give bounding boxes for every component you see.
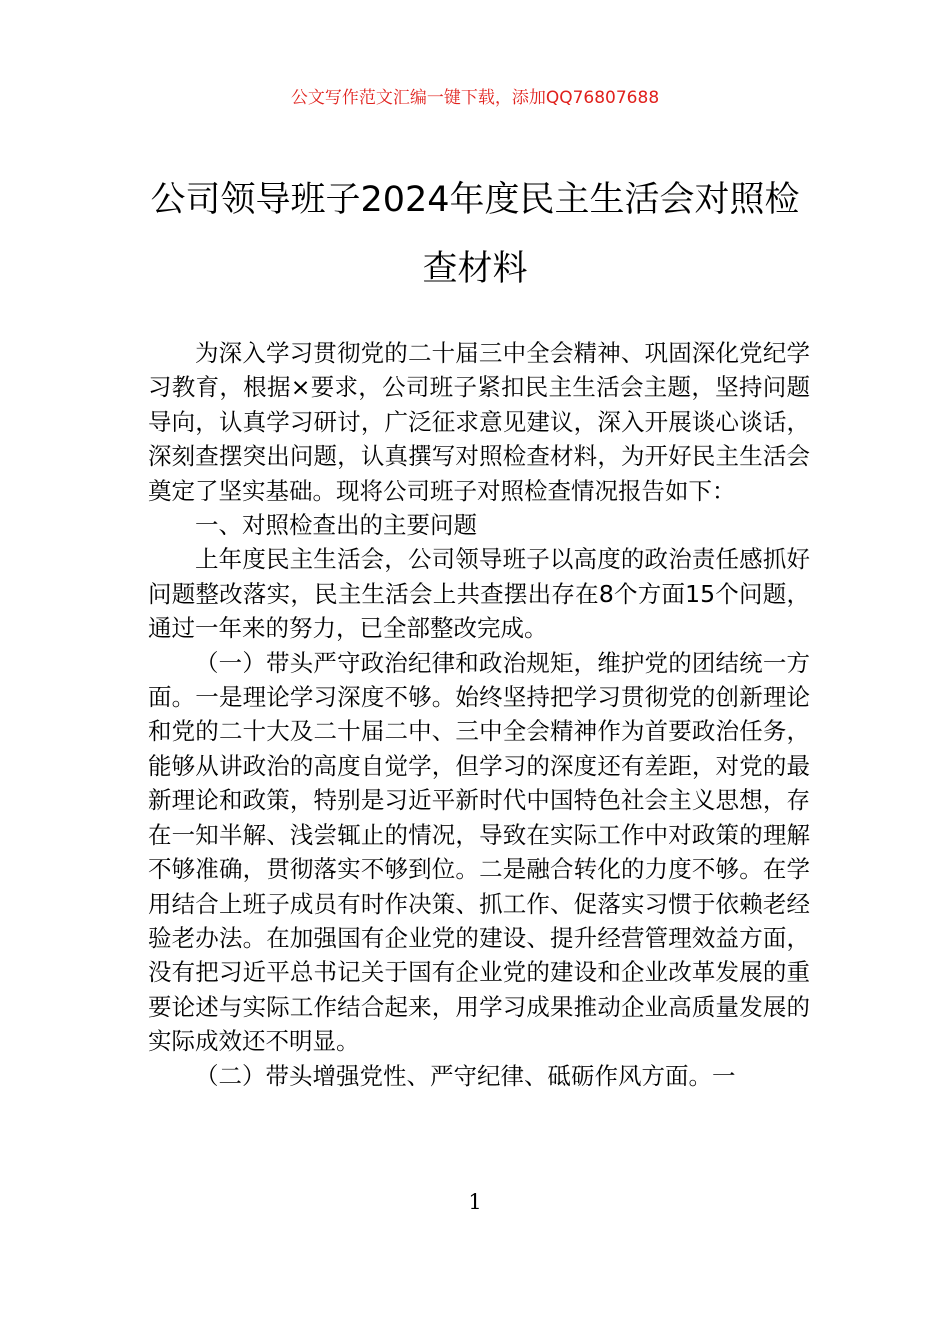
- paragraph-item-1: （一）带头严守政治纪律和政治规矩，维护党的团结统一方面。一是理论学习深度不够。始终坚持把学习贯彻党的创新理论和党的二十大及二十届二中、三中全会精神作为首要政治任务，能够从讲政治的高度自觉学，但学习的深度还有差距，对党的最新理论和政策，特别是习近平新时代中国特色社会主义思想，存在一知半解、浅尝辄止的情况，导致在实际工作中对政策的理解不够准确，贯彻落实不够到位。二是融合转化的力度不够。在学用结合上班子成员有时作决策、抓工作、促落实习惯于依赖老经验老办法。在加强国有企业党的建设、提升经营管理效益方面，没有把习近平总书记关于国有企业党的建设和企业改革发展的重要论述与实际工作结合起来，用学习成果推动企业高质量发展的实际成效还不明显。: [148, 648, 810, 1056]
- document-title: [130, 166, 820, 304]
- document-title-line-1: 公司领导班子2024年度民主生活会对照检: [150, 180, 800, 220]
- section-heading: 一、对照检查出的主要问题: [195, 511, 477, 540]
- header-note: 公文写作范文汇编一键下载，添加QQ76807688: [290, 88, 660, 108]
- document-title-line-2: 查材料: [422, 249, 528, 289]
- paragraph-item-2: （二）带头增强党性、严守纪律、砥砺作风方面。一: [195, 1061, 736, 1090]
- paragraph-intro: 为深入学习贯彻党的二十届三中全会精神、巩固深化党纪学习教育，根据×要求，公司班子紧扣民主生活会主题，坚持问题导向，认真学习研讨，广泛征求意见建议，深入开展谈心谈话，深刻查摆突出问题，认真撰写对照检查材料，为开好民主生活会奠定了坚实基础。现将公司班子对照检查情况报告如下：: [148, 339, 810, 505]
- page-number: 1: [468, 1190, 482, 1214]
- document-body: [148, 336, 810, 1093]
- paragraph-summary: 上年度民主生活会，公司领导班子以高度的政治责任感抓好问题整改落实，民主生活会上共查摆出存在8个方面15个问题，通过一年来的努力，已全部整改完成。: [148, 545, 810, 643]
